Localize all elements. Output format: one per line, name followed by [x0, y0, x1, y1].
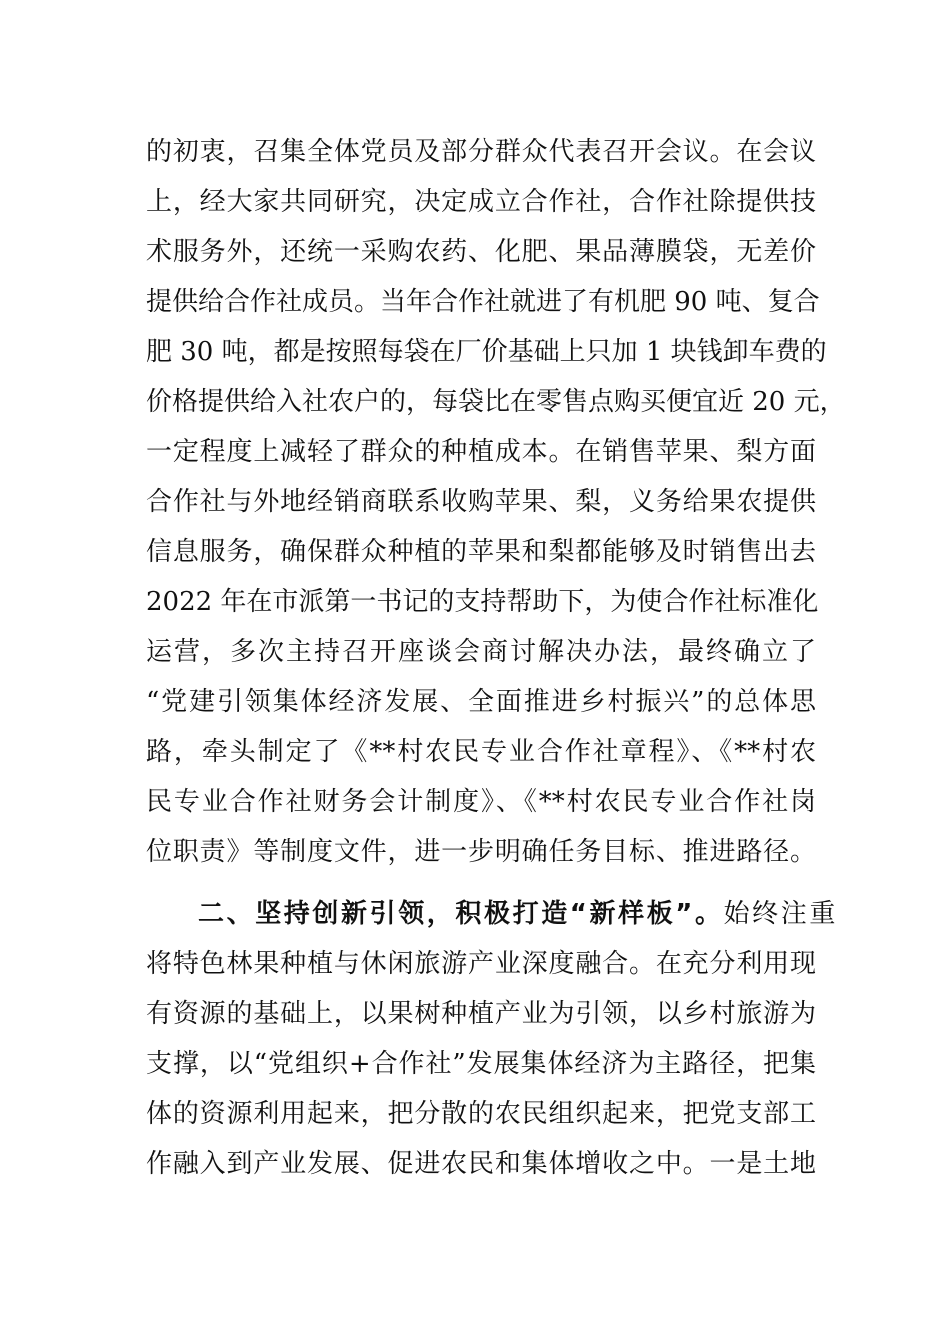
paragraph-line: 将特色林果种植与休闲旅游产业深度融合。在充分利用现	[146, 949, 816, 979]
paragraph-line: 路，牵头制定了《**村农民专业合作社章程》、《**村农	[146, 737, 816, 767]
paragraph-line: 肥 30 吨，都是按照每袋在厂价基础上只加 1 块钱卸车费的	[146, 337, 827, 367]
paragraph-line: 支撑，以“党组织+合作社”发展集体经济为主路径，把集	[146, 1049, 816, 1079]
paragraph-line: 位职责》等制度文件，进一步明确任务目标、推进路径。	[146, 837, 816, 867]
paragraph-line: 术服务外，还统一采购农药、化肥、果品薄膜袋，无差价	[146, 237, 816, 267]
paragraph-line: 一定程度上减轻了群众的种植成本。在销售苹果、梨方面	[146, 437, 816, 467]
heading-continuation: 始终注重	[723, 899, 838, 929]
paragraph-line: 2022 年在市派第一书记的支持帮助下，为使合作社标准化	[146, 587, 819, 617]
paragraph-line: 的初衷，召集全体党员及部分群众代表召开会议。在会议	[146, 137, 816, 167]
paragraph-line: 体的资源利用起来，把分散的农民组织起来，把党支部工	[146, 1099, 816, 1129]
paragraph-line: 价格提供给入社农户的，每袋比在零售点购买便宜近 20 元，	[146, 387, 846, 417]
paragraph-line: 上，经大家共同研究，决定成立合作社，合作社除提供技	[146, 187, 816, 217]
paragraph-line: 提供给合作社成员。当年合作社就进了有机肥 90 吨、复合	[146, 287, 820, 317]
paragraph-line: 信息服务，确保群众种植的苹果和梨都能够及时销售出去	[146, 537, 816, 567]
paragraph-line: 作融入到产业发展、促进农民和集体增收之中。一是土地	[146, 1149, 816, 1179]
paragraph-line: 民专业合作社财务会计制度》、《**村农民专业合作社岗	[146, 787, 816, 817]
paragraph-line: 有资源的基础上，以果树种植产业为引领，以乡村旅游为	[146, 999, 816, 1029]
paragraph-line: 运营，多次主持召开座谈会商讨解决办法，最终确立了	[146, 637, 816, 667]
section-heading: 二、坚持创新引领，积极打造“新样板”。	[198, 899, 724, 929]
paragraph-line: 合作社与外地经销商联系收购苹果、梨，义务给果农提供	[146, 487, 816, 517]
paragraph-first-line	[198, 896, 838, 932]
paragraph-line: “党建引领集体经济发展、全面推进乡村振兴”的总体思	[146, 687, 816, 717]
